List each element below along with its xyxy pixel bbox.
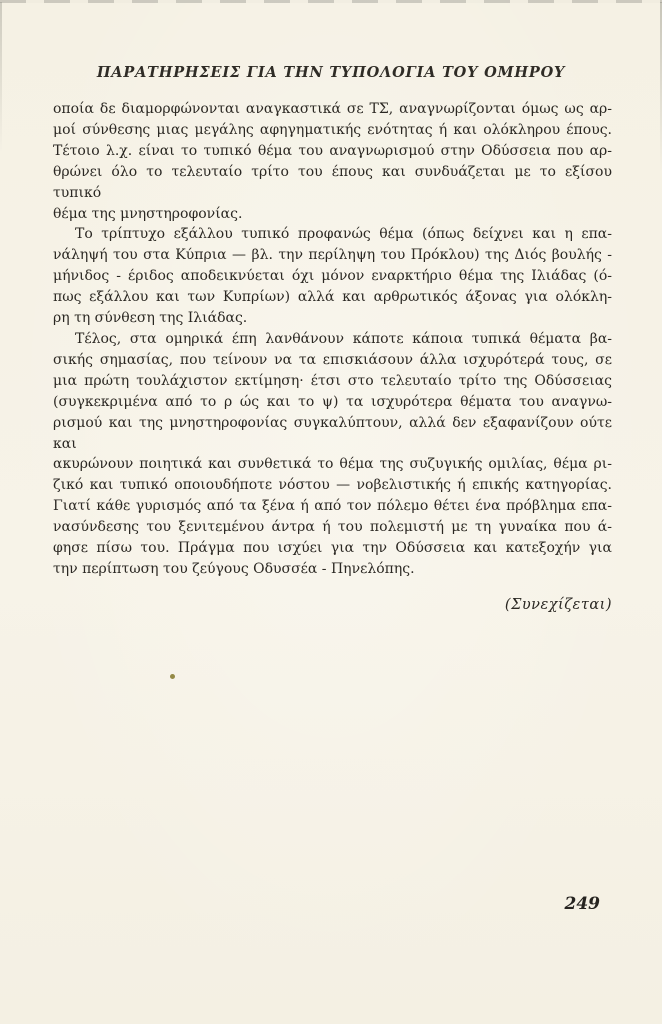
text-line: θρώνει όλο το τελευταίο τρίτο του έπους και συνδυάζεται με το εξίσου τυπικό bbox=[53, 163, 612, 201]
text-line: την περίπτωση του ζεύγους Οδυσσέα - Πηνελόπης. bbox=[53, 560, 415, 577]
text-line: μια πρώτη τουλάχιστον εκτίμηση· έτσι στο τελευταίο τρίτο της Οδύσσειας bbox=[53, 372, 612, 389]
text-line: Τέλος, στα ομηρικά έπη λανθάνουν κάποτε κάποια τυπικά θέματα βα- bbox=[75, 330, 612, 347]
body-text bbox=[53, 99, 612, 580]
text-line: σικής σημασίας, που τείνουν να τα επισκιάσουν άλλα ισχυρότερά τους, σε bbox=[53, 351, 612, 368]
text-line: νάληψή του στα Κύπρια — βλ. την περίληψη του Πρόκλου) της Διός βουλής - bbox=[53, 247, 612, 264]
text-line: θέμα της μνηστηροφονίας. bbox=[53, 205, 243, 222]
text-line: μήνιδος - έριδος αποδεικνύεται όχι μόνον εναρκτήριο θέμα της Ιλιάδας (ό- bbox=[53, 268, 612, 285]
text-line: νασύνδεσης του ξενιτεμένου άντρα ή του πολεμιστή με τη γυναίκα που ά- bbox=[53, 519, 612, 536]
text-line: οποία δε διαμορφώνονται αναγκαστικά σε ΤΣ, αναγνωρίζονται όμως ως αρ- bbox=[53, 101, 612, 117]
scan-speck bbox=[170, 674, 175, 679]
text-line: πως εξάλλου και των Κυπρίων) αλλά και αρθρωτικός άξονας για ολόκλη- bbox=[53, 289, 612, 306]
text-line: ρισμού και της μνηστηροφονίας συγκαλύπτουν, αλλά δεν εξαφανίζουν ούτε και bbox=[53, 414, 612, 452]
running-head: ΠΑΡΑΤΗΡΗΣΕΙΣ ΓΙΑ ΤΗΝ ΤΥΠΟΛΟΓΙΑ ΤΟΥ ΟΜΗΡΟΥ bbox=[96, 64, 566, 81]
text-line: (συγκεκριμένα από το ρ ώς και το ψ) τα ισχυρότερα θέματα του αναγνω- bbox=[53, 393, 612, 410]
text-line: μοί σύνθεσης μιας μεγάλης αφηγηματικής ενότητας ή και ολόκληρου έπους. bbox=[53, 121, 612, 138]
text-line: φησε πίσω του. Πράγμα που ισχύει για την Οδύσσεια και κατεξοχήν για bbox=[53, 540, 612, 557]
text-line: Το τρίπτυχο εξάλλου τυπικό προφανώς θέμα (όπως δείχνει και η επα- bbox=[75, 226, 612, 243]
continuation-note: (Συνεχίζεται) bbox=[504, 596, 612, 613]
text-line: Γιατί κάθε γυρισμός από τα ξένα ή από τον πόλεμο θέτει ένα πρόβλημα επα- bbox=[53, 498, 612, 515]
text-line: ρη τη σύνθεση της Ιλιάδας. bbox=[53, 310, 248, 327]
text-line: ζικό και τυπικό οποιουδήποτε νόστου — νοβελιστικής ή επικής κατηγορίας. bbox=[53, 477, 612, 494]
scan-edge-top bbox=[0, 0, 662, 3]
page-number: 249 bbox=[564, 894, 600, 914]
text-line: Τέτοιο λ.χ. είναι το τυπικό θέμα του αναγνωρισμού στην Οδύσσεια που αρ- bbox=[53, 142, 612, 159]
text-line: ακυρώνουν ποιητικά και συνθετικά το θέμα της συζυγικής ομιλίας, θέμα ρι- bbox=[53, 456, 612, 473]
